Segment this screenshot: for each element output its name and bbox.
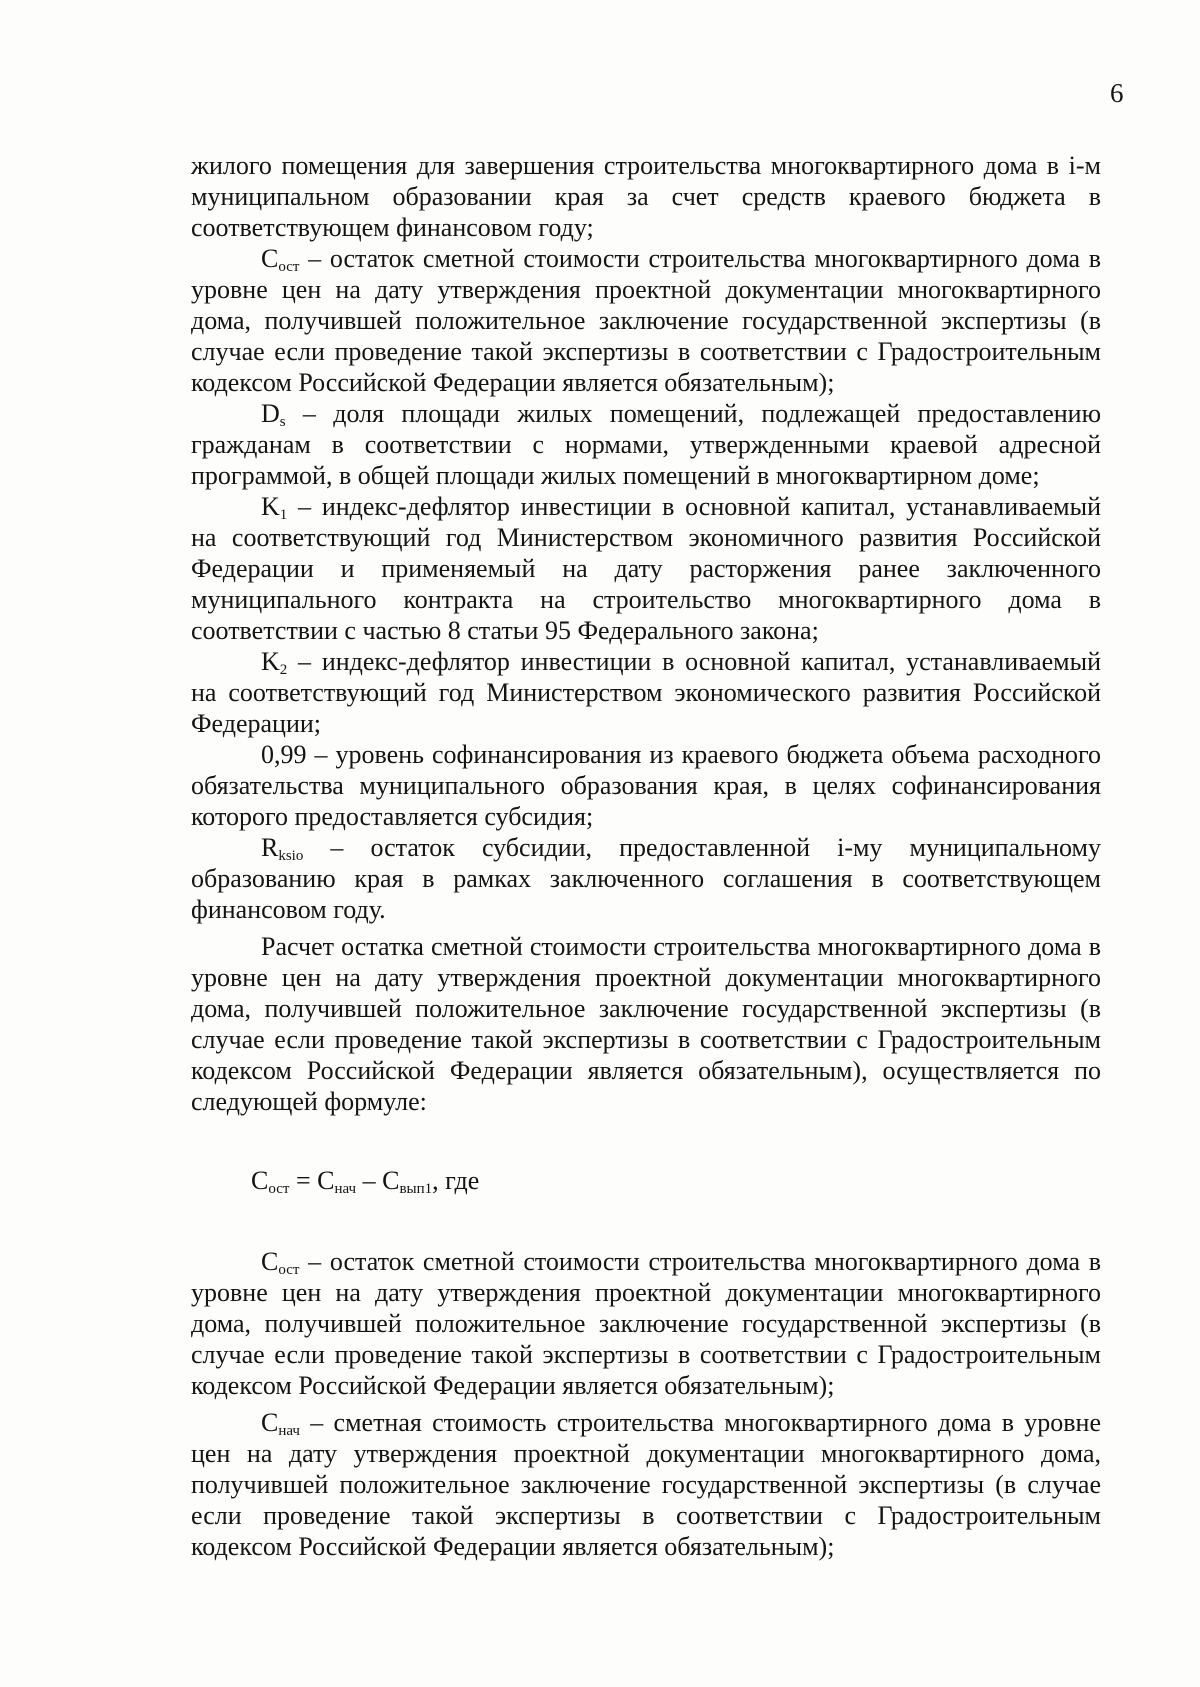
definition-c-ost: $С_{ост}$ – остаток сметной стоимости строительства многоквартирного дома в уровне цен на дату утверждения проектной документации многоквартирного дома, получившей положительное заключение государственной экспертизы (в случае если проведение такой экспертизы в соответствии с Градостроительным кодексом Российской Федерации является обязательным); [191, 244, 1101, 397]
definition-k2: $K_2$ – индекс-дефлятор инвестиции в основной капитал, устанавливаемый на соответствующий год Министерством экономического развития Российской Федерации; [191, 647, 1101, 738]
symbol: $R_{ksio}$ [261, 833, 304, 864]
definition-d-s: $D_s$ – доля площади жилых помещений, подлежащей предоставлению гражданам в соответствии с нормами, утвержденными краевой адресной программой, в общей площади жилых помещений в многоквартирном доме; [191, 399, 1101, 490]
document-body [191, 150, 1101, 1562]
symbol: $D_s$ [261, 399, 286, 430]
definition-co-financing-level: 0,99 – уровень софинансирования из краевого бюджета объема расходного обязательства муниципального образования края, в целях софинансирования которого предоставляется субсидия; [191, 740, 1101, 831]
definition-r-ksio: $R_{ksio}$ – остаток субсидии, предоставленной i-му муниципальному образованию края в рамках заключенного соглашения в соответствующем финансовом году. [191, 833, 1101, 924]
definition-c-nach: $С_{нач}$ – сметная стоимость строительства многоквартирного дома в уровне цен на дату утверждения проектной документации многоквартирного дома, получившей положительное заключение государственной экспертизы (в случае если проведение такой экспертизы в соответствии с Градостроительным кодексом Российской Федерации является обязательным); [191, 1408, 1101, 1561]
symbol: 0,99 [261, 740, 307, 769]
symbol: $K_1$ [261, 492, 288, 523]
intro-paragraph: жилого помещения для завершения строительства многоквартирного дома в i-м муниципальном образовании края за счет средств краевого бюджета в соответствующем финансовом году; [191, 151, 1101, 242]
definition-k1: $K_1$ – индекс-дефлятор инвестиции в основной капитал, устанавливаемый на соответствующий год Министерством экономичного развития Российской Федерации и применяемый на дату расторжения ранее заключенного муниципального контракта на строительство многоквартирного дома в соответствии с частью 8 статьи 95 Федерального закона; [191, 492, 1101, 645]
symbol: $С_{ост}$ [261, 244, 300, 275]
symbol: $С_{нач}$ [261, 1408, 300, 1439]
calculation-paragraph: Расчет остатка сметной стоимости строительства многоквартирного дома в уровне цен на дату утверждения проектной документации многоквартирного дома, получившей положительное заключение государственной экспертизы (в случае если проведение такой экспертизы в соответствии с Градостроительным кодексом Российской Федерации является обязательным), осуществляется по следующей формуле: [191, 932, 1101, 1116]
definition-c-ost-repeat: $С_{ост}$ – остаток сметной стоимости строительства многоквартирного дома в уровне цен на дату утверждения проектной документации многоквартирного дома, получившей положительное заключение государственной экспертизы (в случае если проведение такой экспертизы в соответствии с Градостроительным кодексом Российской Федерации является обязательным); [191, 1247, 1101, 1400]
formula: $С_{ост} = С_{нач} - С_{вып1}$, где [251, 1166, 480, 1197]
symbol: $С_{ост}$ [261, 1247, 300, 1278]
symbol: $K_2$ [261, 647, 288, 678]
page-number: 6 [1110, 78, 1124, 108]
